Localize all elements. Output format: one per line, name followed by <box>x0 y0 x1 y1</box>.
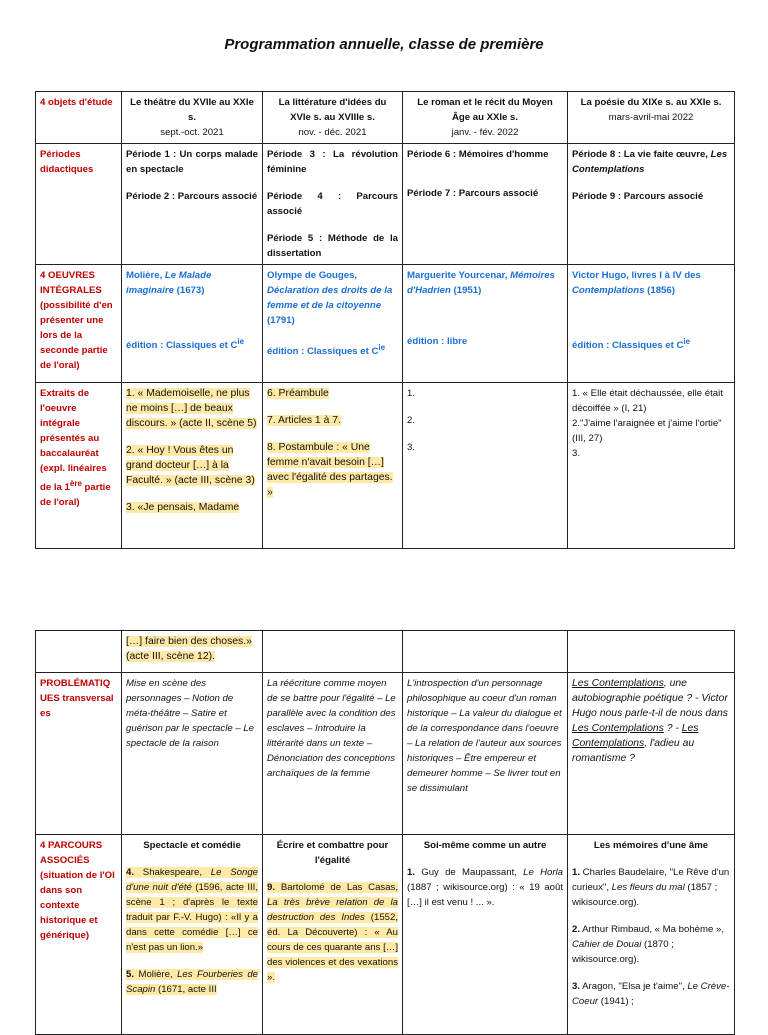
item-number: 5. <box>126 969 135 980</box>
edition-sup: ie <box>683 337 691 346</box>
edition-sup: ie <box>378 343 386 352</box>
oeuvre-edition: édition : libre <box>407 336 468 347</box>
item-author: Arthur Rimbaud, « Ma bohème », <box>580 924 724 935</box>
problematique-roman: L'introspection d'un personnage philosophique au coeur d'un roman historique – La valeur du dialogue et de la correspondance dans l'oeuvre – La relation de l'auteur aux sources historiques – Être empereur et demeurer homme – Se livrer tout en se dissimulant <box>403 673 568 835</box>
oeuvre-edition <box>267 340 398 359</box>
empty-cell <box>403 631 568 673</box>
item-work: Les Fourberies de Scapin <box>126 969 259 995</box>
header-title: Le théâtre du XVIIe au XXIe s. <box>130 97 254 123</box>
item-number: 2. <box>572 924 581 935</box>
item-text: (1552, éd. La Découverte) : « Au cours de ces quarante ans […] des violences et des vexations ». <box>267 912 398 983</box>
extrait-6 <box>267 386 398 401</box>
edition-sup: ie <box>237 337 245 346</box>
item-number: 1. <box>572 867 581 878</box>
parcours-litterature <box>263 835 403 1035</box>
oeuvre-work: Mémoires d'Hadrien <box>407 270 555 296</box>
item-author: Bartolomé de Las Casas, <box>275 882 398 893</box>
extraits-litterature <box>263 383 403 549</box>
oeuvre-author: Marguerite Yourcenar, <box>407 270 511 281</box>
item-number: 9. <box>267 882 276 893</box>
periode-6: Période 6 : Mémoires d'homme <box>407 149 549 160</box>
table-row-periodes <box>36 144 735 265</box>
oeuvre-ref <box>572 268 730 298</box>
empty-cell <box>568 631 735 673</box>
item-number: 4. <box>126 867 135 878</box>
extrait-text: 8. Postambule : « Une femme n'avait besoin […] avec l'égalité des partages. » <box>267 442 393 498</box>
item-text: (1941) ; <box>598 996 634 1007</box>
periodes-poesie <box>568 144 735 265</box>
oeuvre-work: Déclaration des droits de la femme et de la citoyenne <box>267 285 393 311</box>
oeuvre-gouges <box>263 265 403 383</box>
extrait-item: 3. <box>407 442 416 453</box>
extrait-text: 7. Articles 1 à 7. <box>267 415 341 426</box>
parcours-theatre <box>122 835 263 1035</box>
oeuvre-year: (1951) <box>450 285 482 296</box>
problematique-text: , l'adieu au romantisme ? <box>572 738 695 764</box>
item-work: Le Crève-Coeur <box>572 981 730 1007</box>
oeuvre-yourcenar <box>403 265 568 383</box>
extrait-item: 3. <box>572 448 581 459</box>
periode-5: Période 5 : Méthode de la dissertation <box>267 233 398 259</box>
extrait-item: 2."J'aime l'araignée et j'aime l'ortie" (III, 27) <box>572 418 722 444</box>
parcours-poesie <box>568 835 735 1035</box>
work-link: Les Contemplations <box>572 723 699 749</box>
header-date: mars-avril-mai 2022 <box>608 112 694 123</box>
extraits-theatre <box>122 383 263 549</box>
oeuvre-work: Contemplations <box>572 285 645 296</box>
oeuvre-hugo <box>568 265 735 383</box>
work-link: Les Contemplations <box>572 723 664 734</box>
item-work: Cahier de Douai <box>572 939 642 950</box>
extraits-label <box>36 383 122 549</box>
extrait-text: 6. Préambule <box>267 388 329 399</box>
extrait-text: […] faire bien des choses.» (acte III, scène 12). <box>126 636 252 662</box>
programme-table-part-1 <box>35 91 735 549</box>
oeuvres-label <box>36 265 122 383</box>
item-work: La très brève relation de la destruction des Indes <box>267 897 398 923</box>
header-poesie <box>568 92 735 144</box>
periode-4: Période 4 : Parcours associé <box>267 191 398 217</box>
header-litterature <box>263 92 403 144</box>
extrait-1 <box>126 386 258 431</box>
periode-8-work: Les Contemplations <box>572 149 728 175</box>
parcours-title: Les mémoires d'une âme <box>593 840 709 851</box>
empty-cell <box>36 631 122 673</box>
problematique-theatre: Mise en scène des personnages – Notion de méta-théâtre – Satire et guérison par le spectacle – Le spectacle de la raison <box>122 673 263 835</box>
extrait-continuation <box>122 631 263 673</box>
oeuvre-author: Olympe de Gouges, <box>267 270 358 281</box>
oeuvre-year: (1673) <box>174 285 205 296</box>
programme-table-part-2 <box>35 630 735 1035</box>
oeuvre-ref <box>126 268 258 298</box>
oeuvre-year: (1856) <box>644 285 675 296</box>
parcours-item <box>407 865 563 910</box>
oeuvre-moliere <box>122 265 263 383</box>
item-text: (1596, acte III, scène 1 ; d'après le texte traduit par F.-V. Hugo) : «Il y a dans cette comédie […] ce n'est pas un lion.» <box>126 882 258 953</box>
periode-2: Période 2 : Parcours associé <box>126 191 258 202</box>
header-date: nov. - déc. 2021 <box>298 127 367 138</box>
edition-text: édition : Classiques et C <box>572 340 684 352</box>
oeuvres-label-note: (possibilité d'en présenter une lors de la seconde partie de l'oral) <box>40 300 113 371</box>
header-title: La littérature d'idées du XVIe s. au XVIIIe s. <box>278 97 387 123</box>
extrait-item: 1. <box>407 388 416 399</box>
periode-9: Période 9 : Parcours associé <box>572 191 704 202</box>
item-author: Aragon, "Elsa je t'aime", <box>580 981 688 992</box>
item-text: (1857 ; wikisource.org). <box>572 882 718 908</box>
parcours-title: Spectacle et comédie <box>143 840 241 851</box>
parcours-item <box>572 865 730 910</box>
header-roman <box>403 92 568 144</box>
document-title: Programmation annuelle, classe de première <box>224 36 544 53</box>
item-author: Charles Baudelaire, "Le Rêve d'un curieux", <box>572 867 730 893</box>
parcours-item <box>572 979 730 1009</box>
header-date: janv. - fév. 2022 <box>451 127 519 138</box>
header-date: sept.-oct. 2021 <box>160 127 224 138</box>
periodes-label: Périodes didactiques <box>36 144 122 265</box>
parcours-title: Soi-même comme un autre <box>423 840 547 851</box>
problematiques-label: PROBLÉMATIQUES transversales <box>36 673 122 835</box>
table-row-continuation <box>36 631 735 673</box>
extrait-item: 1. « Elle était déchaussée, elle était décoiffée » (I, 21) <box>572 388 723 414</box>
periodes-litterature <box>263 144 403 265</box>
edition-text: édition : Classiques et C <box>267 346 379 358</box>
parcours-label <box>36 835 122 1035</box>
item-number: 3. <box>572 981 581 992</box>
item-author: Molière, <box>134 969 178 980</box>
periode-1: Période 1 : Un corps malade en spectacle <box>126 149 258 175</box>
table-row-parcours <box>36 835 735 1035</box>
parcours-roman <box>403 835 568 1035</box>
table-row-problematiques <box>36 673 735 835</box>
item-work: Les fleurs du mal <box>611 882 685 893</box>
problematique-litterature: La réécriture comme moyen de se battre pour l'égalité – Le parallèle avec la condition des esclaves – Introduire la littérarité dans un texte – Dénonciation des conceptions archaïques de la femme <box>263 673 403 835</box>
problematique-poesie <box>568 673 735 835</box>
extrait-8 <box>267 440 398 500</box>
item-text: (1671, acte III <box>155 984 217 995</box>
periode-8-text: Période 8 : La vie faite œuvre, <box>572 149 711 160</box>
problematique-text: , une autobiographie poétique ? - Victor Hugo nous parle-t-il de nous dans <box>572 678 728 719</box>
oeuvres-label-title: 4 OEUVRES INTÉGRALES <box>40 270 102 296</box>
periodes-theatre <box>122 144 263 265</box>
extraits-label-end: partie de l'oral) <box>40 482 111 509</box>
periode-7: Période 7 : Parcours associé <box>407 188 539 199</box>
extrait-7 <box>267 413 398 428</box>
periodes-roman <box>403 144 568 265</box>
extrait-text: 1. « Mademoiselle, ne plus ne moins […] de beaux discours. » (acte II, scène 5) <box>126 388 257 429</box>
extraits-label-text: Extraits de l'oeuvre intégrale présentés au baccalauréat (expl. linéaires de la 1 <box>40 388 107 494</box>
oeuvre-author: Victor Hugo, livres I à IV des <box>572 270 701 281</box>
extrait-item: 2. <box>407 415 416 426</box>
extraits-roman <box>403 383 568 549</box>
item-work: Le Horla <box>523 867 564 878</box>
item-text: (1887 ; wikisource.org) : « 19 août […] il est venu ! ... ». <box>407 882 563 908</box>
item-text: (1870 ; wikisource.org). <box>572 939 674 965</box>
extrait-text: 2. « Hoy ! Vous êtes un grand docteur […] à la Faculté. » (acte III, scène 3) <box>126 445 255 486</box>
work-link: Les Contemplations <box>572 678 664 689</box>
extrait-3 <box>126 500 258 515</box>
oeuvre-work: Le Malade imaginaire <box>126 270 212 296</box>
header-theatre <box>122 92 263 144</box>
objets-label: 4 objets d'étude <box>36 92 122 144</box>
table-row-extraits <box>36 383 735 549</box>
oeuvre-author: Molière, <box>126 270 165 281</box>
table-row-oeuvres <box>36 265 735 383</box>
extrait-text: 3. «Je pensais, Madame <box>126 502 240 513</box>
extraits-poesie <box>568 383 735 549</box>
oeuvre-edition <box>126 334 258 353</box>
periode-3: Période 3 : La révolution féminine <box>267 149 398 175</box>
parcours-item <box>126 967 258 997</box>
parcours-item <box>572 922 730 967</box>
item-work: Le Songe d'une nuit d'été <box>126 867 258 893</box>
extrait-2 <box>126 443 258 488</box>
header-title: Le roman et le récit du Moyen Âge au XXIe s. <box>417 97 553 123</box>
parcours-item <box>267 880 398 985</box>
oeuvre-ref <box>267 268 398 328</box>
edition-text: édition : Classiques et C <box>126 340 238 352</box>
header-title: La poésie du XIXe s. au XXIe s. <box>580 97 722 108</box>
periode-8 <box>572 147 730 177</box>
oeuvre-edition <box>572 334 730 353</box>
table-row-header <box>36 92 735 144</box>
parcours-label-note: (situation de l'OI dans son contexte historique et générique) <box>40 870 115 941</box>
extraits-label-sup: ère <box>69 479 82 488</box>
oeuvre-year: (1791) <box>267 315 295 326</box>
oeuvre-ref <box>407 268 563 298</box>
parcours-label-title: 4 PARCOURS ASSOCIÉS <box>40 840 103 866</box>
item-number: 1. <box>407 867 416 878</box>
parcours-item <box>126 865 258 955</box>
parcours-title: Écrire et combattre pour l'égalité <box>276 840 389 866</box>
item-author: Guy de Maupassant, <box>415 867 524 878</box>
item-author: Shakespeare, <box>134 867 211 878</box>
empty-cell <box>263 631 403 673</box>
problematique-text: ? - <box>663 723 682 734</box>
